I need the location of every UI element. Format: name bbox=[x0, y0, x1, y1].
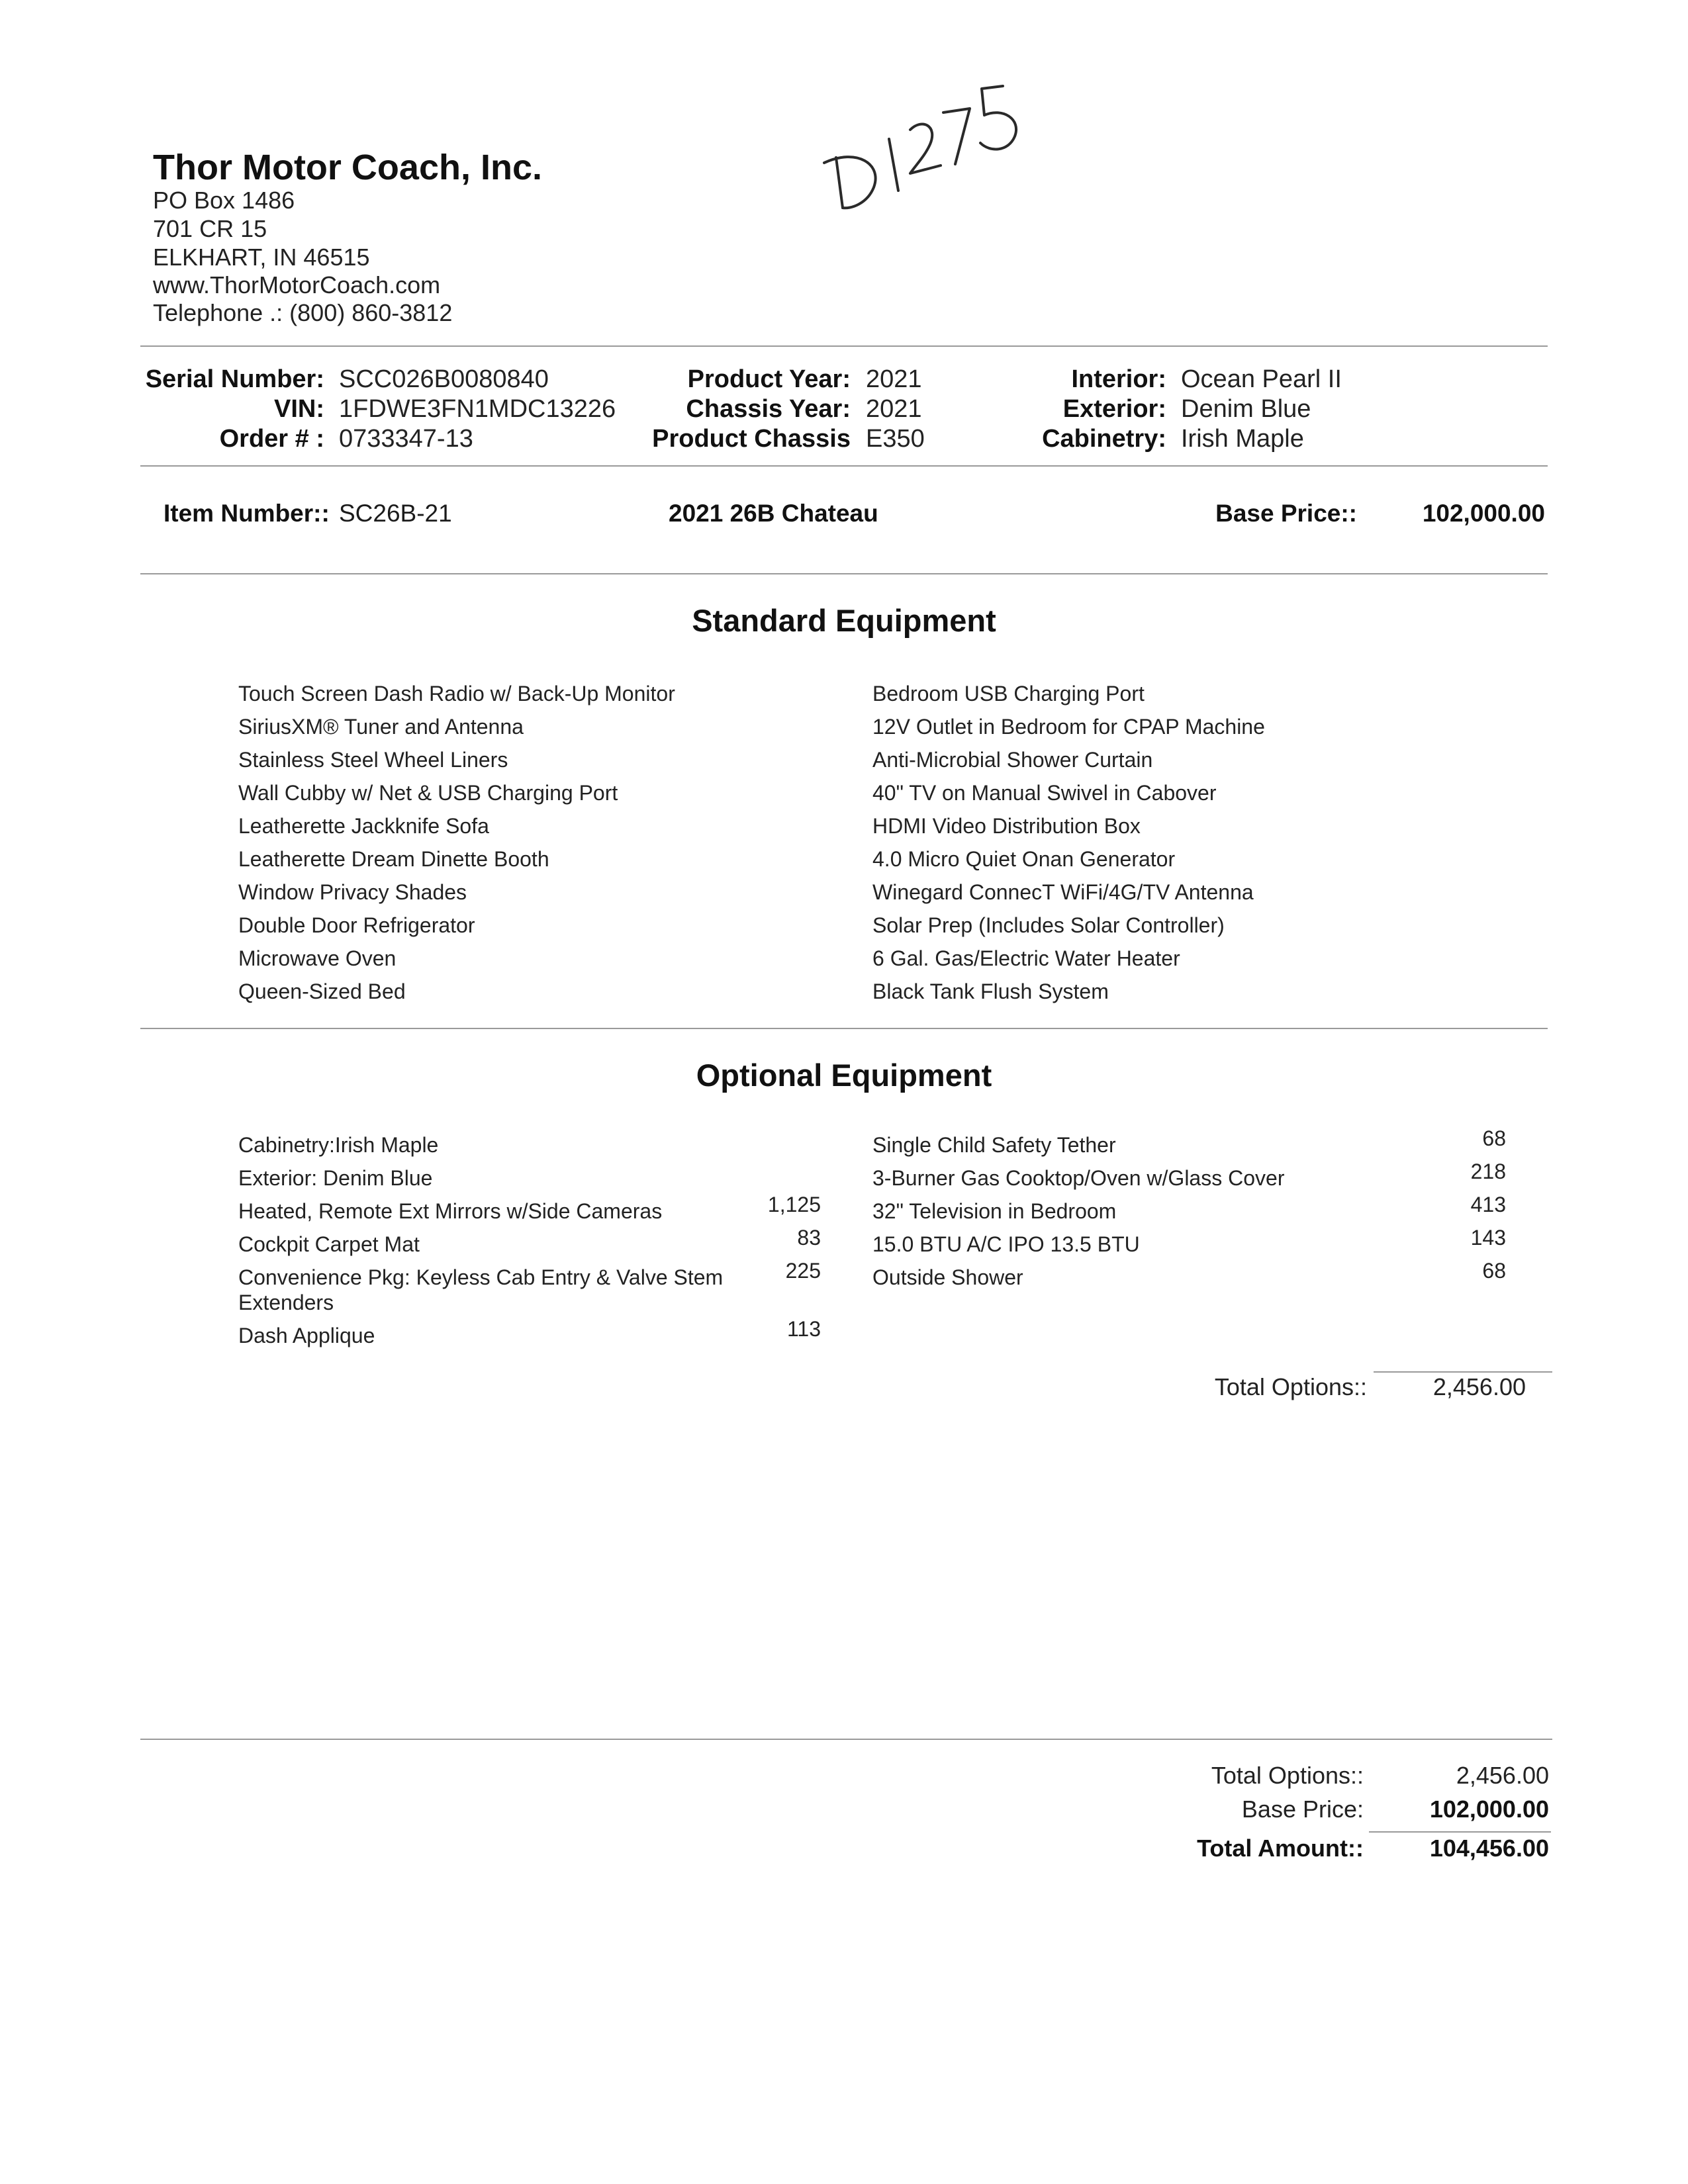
optional-item-price: 83 bbox=[797, 1226, 821, 1250]
optional-item-price: 143 bbox=[1470, 1226, 1506, 1250]
product-year-label: Product Year: bbox=[687, 365, 851, 393]
cabinetry-label: Cabinetry: bbox=[1042, 425, 1166, 453]
standard-equipment-title: Standard Equipment bbox=[692, 603, 996, 638]
standard-item: 40" TV on Manual Swivel in Cabover bbox=[872, 781, 1217, 805]
standard-item: Leatherette Dream Dinette Booth bbox=[238, 847, 549, 871]
summary-total-amount-label: Total Amount:: bbox=[1197, 1835, 1364, 1862]
divider bbox=[140, 465, 1548, 467]
standard-item: Anti-Microbial Shower Curtain bbox=[872, 748, 1153, 772]
optional-item-name: Outside Shower bbox=[872, 1265, 1023, 1289]
optional-item-price: 1,125 bbox=[767, 1193, 821, 1216]
interior-label: Interior: bbox=[1071, 365, 1166, 393]
chassis-year-value: 2021 bbox=[866, 395, 922, 423]
company-name: Thor Motor Coach, Inc. bbox=[153, 148, 542, 187]
divider bbox=[140, 573, 1548, 574]
optional-item-name: 3-Burner Gas Cooktop/Oven w/Glass Cover bbox=[872, 1166, 1285, 1190]
item-base-price-label: Base Price:: bbox=[1215, 500, 1357, 527]
optional-item-price: 68 bbox=[1482, 1126, 1506, 1150]
vin-value: 1FDWE3FN1MDC13226 bbox=[339, 395, 616, 423]
optional-item-name: Exterior: Denim Blue bbox=[238, 1166, 433, 1190]
product-chassis-label: Product Chassis bbox=[652, 425, 851, 453]
optional-item-name: Dash Applique bbox=[238, 1324, 375, 1347]
standard-item: 12V Outlet in Bedroom for CPAP Machine bbox=[872, 715, 1265, 739]
vin-label: VIN: bbox=[274, 395, 324, 423]
summary-total-amount-value: 104,456.00 bbox=[1429, 1835, 1549, 1862]
handwritten-note bbox=[811, 78, 1029, 230]
order-label: Order # : bbox=[219, 425, 324, 453]
optional-item-name: Cockpit Carpet Mat bbox=[238, 1232, 420, 1256]
optional-item-name: Convenience Pkg: Keyless Cab Entry & Valve Stem bbox=[238, 1265, 724, 1289]
standard-item: Solar Prep (Includes Solar Controller) bbox=[872, 913, 1225, 937]
standard-item: Queen-Sized Bed bbox=[238, 979, 406, 1003]
standard-item: Double Door Refrigerator bbox=[238, 913, 475, 937]
item-number-label: Item Number:: bbox=[164, 500, 330, 527]
standard-item: 4.0 Micro Quiet Onan Generator bbox=[872, 847, 1176, 871]
optional-item-price: 413 bbox=[1470, 1193, 1506, 1216]
exterior-label: Exterior: bbox=[1062, 395, 1166, 423]
interior-value: Ocean Pearl II bbox=[1181, 365, 1342, 393]
optional-item-name: 32" Television in Bedroom bbox=[872, 1199, 1117, 1223]
serial-number-value: SCC026B0080840 bbox=[339, 365, 549, 393]
optional-item-name-cont: Extenders bbox=[238, 1291, 334, 1314]
company-street: 701 CR 15 bbox=[153, 215, 267, 242]
item-model: 2021 26B Chateau bbox=[669, 500, 878, 527]
optional-item-name: Cabinetry:Irish Maple bbox=[238, 1133, 439, 1157]
optional-item-price: 113 bbox=[786, 1317, 821, 1341]
optional-item-price: 225 bbox=[785, 1259, 821, 1283]
standard-item: Bedroom USB Charging Port bbox=[872, 682, 1145, 705]
divider bbox=[140, 345, 1548, 347]
standard-item: SiriusXM® Tuner and Antenna bbox=[238, 715, 524, 739]
chassis-year-label: Chassis Year: bbox=[686, 395, 851, 423]
options-total-label: Total Options:: bbox=[1214, 1373, 1367, 1400]
optional-item-name: Single Child Safety Tether bbox=[872, 1133, 1116, 1157]
optional-item-price: 68 bbox=[1482, 1259, 1506, 1283]
product-year-value: 2021 bbox=[866, 365, 922, 393]
summary-base-price-value: 102,000.00 bbox=[1429, 1796, 1549, 1823]
company-po-box: PO Box 1486 bbox=[153, 187, 295, 214]
standard-item: Leatherette Jackknife Sofa bbox=[238, 814, 489, 838]
standard-item: Window Privacy Shades bbox=[238, 880, 467, 904]
standard-item: Touch Screen Dash Radio w/ Back-Up Monitor bbox=[238, 682, 675, 705]
summary-total-options-value: 2,456.00 bbox=[1456, 1762, 1549, 1789]
divider bbox=[1374, 1371, 1552, 1373]
standard-item: HDMI Video Distribution Box bbox=[872, 814, 1141, 838]
optional-item-price: 218 bbox=[1470, 1160, 1506, 1183]
company-website: www.ThorMotorCoach.com bbox=[153, 271, 441, 298]
standard-item: Microwave Oven bbox=[238, 946, 397, 970]
divider bbox=[1369, 1831, 1551, 1833]
standard-item: Stainless Steel Wheel Liners bbox=[238, 748, 508, 772]
product-chassis-value: E350 bbox=[866, 425, 925, 453]
company-telephone: Telephone .: (800) 860-3812 bbox=[153, 299, 453, 326]
optional-item-name: Heated, Remote Ext Mirrors w/Side Cameras bbox=[238, 1199, 663, 1223]
summary-base-price-label: Base Price: bbox=[1241, 1796, 1364, 1823]
standard-item: Black Tank Flush System bbox=[872, 979, 1109, 1003]
optional-equipment-title: Optional Equipment bbox=[696, 1058, 992, 1093]
standard-item: 6 Gal. Gas/Electric Water Heater bbox=[872, 946, 1180, 970]
options-total-value: 2,456.00 bbox=[1432, 1373, 1526, 1400]
optional-item-name: 15.0 BTU A/C IPO 13.5 BTU bbox=[872, 1232, 1140, 1256]
summary-total-options-label: Total Options:: bbox=[1211, 1762, 1364, 1789]
cabinetry-value: Irish Maple bbox=[1181, 425, 1304, 453]
divider bbox=[140, 1739, 1552, 1740]
standard-item: Winegard ConnecT WiFi/4G/TV Antenna bbox=[872, 880, 1254, 904]
exterior-value: Denim Blue bbox=[1181, 395, 1311, 423]
item-number-value: SC26B-21 bbox=[339, 500, 452, 527]
item-base-price-value: 102,000.00 bbox=[1422, 500, 1545, 527]
company-city: ELKHART, IN 46515 bbox=[153, 244, 370, 271]
standard-item: Wall Cubby w/ Net & USB Charging Port bbox=[238, 781, 618, 805]
serial-number-label: Serial Number: bbox=[145, 365, 324, 393]
order-value: 0733347-13 bbox=[339, 425, 473, 453]
divider bbox=[140, 1028, 1548, 1029]
